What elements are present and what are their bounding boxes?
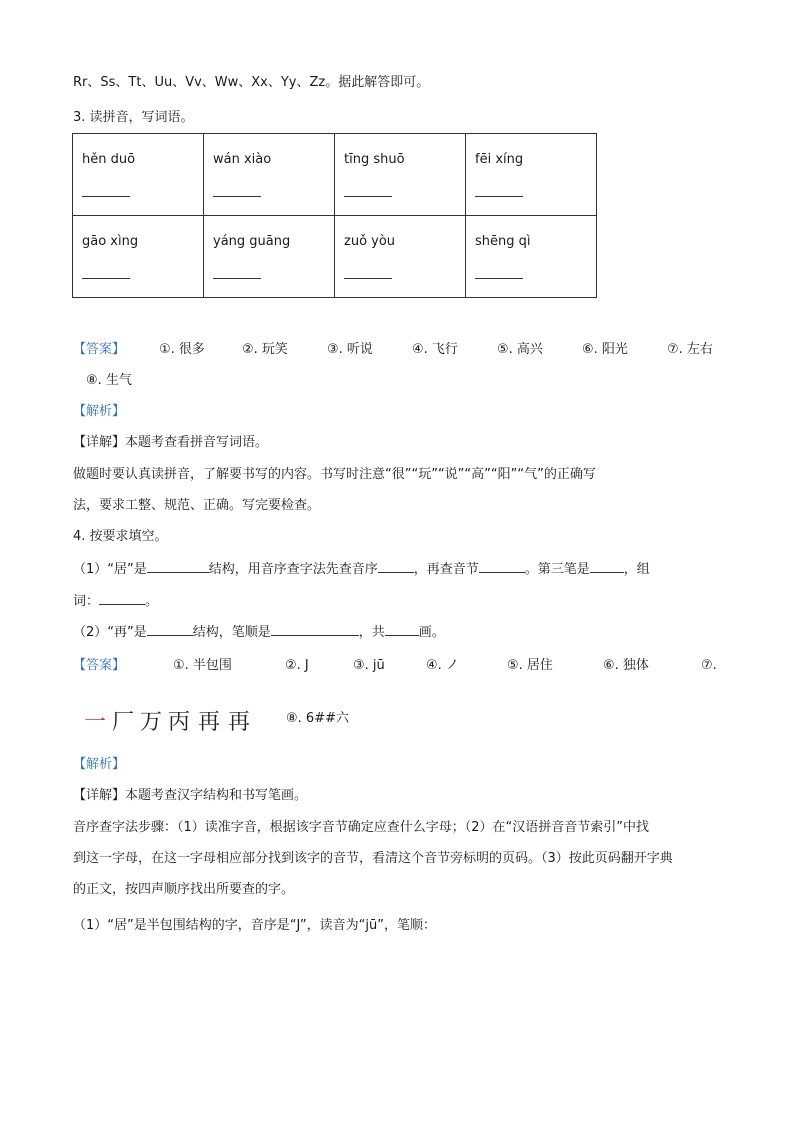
stroke-step: 再 [228,710,251,735]
answer-item: ⑤. 高兴 [497,342,543,357]
intro-line: Rr、Ss、Tt、Uu、Vv、Ww、Xx、Yy、Zz。据此解答即可。 [73,75,430,90]
pinyin-cell [204,216,335,298]
answer-item: ⑤. 居住 [507,658,553,673]
answer-blank [82,278,130,279]
analysis-paragraph: 法，要求工整、规范、正确。写完要检查。 [73,498,321,513]
answer-item: ③. 听说 [327,342,373,357]
answer-blank [475,196,523,197]
analysis-paragraph: 音序查字法步骤：（1）读准字音，根据该字音节确定应查什么字母；（2）在“汉语拼音音节索引”中找 [73,820,650,835]
answer-item: ②. 玩笑 [242,342,288,357]
fill-blank [99,590,145,605]
answer-item: ①. 半包围 [173,658,232,673]
stroke-step: 万 [140,710,163,735]
pinyin-text: tīng shuō [344,152,405,167]
pinyin-text: zuǒ yòu [344,234,396,249]
q4-text: ，组 [623,562,650,577]
pinyin-cell [73,134,204,216]
analysis-tag: 【解析】 [73,404,126,419]
answer-blank [344,278,392,279]
answer-tag: 【答案】 [73,342,126,357]
fill-blank [385,621,419,636]
analysis-detail: 【详解】本题考查看拼音写词语。 [73,435,269,450]
q4-answer-row [73,656,733,676]
answer-item: ②. J [285,658,309,673]
answer-item: ⑥. 阳光 [582,342,628,357]
pinyin-cell [466,216,597,298]
answer-item: ⑦. [701,658,717,673]
pinyin-cell [335,134,466,216]
q4-line-3 [73,621,445,643]
q4-line-1 [73,558,650,580]
answer-item: ①. 很多 [159,342,205,357]
stroke-step: 丙 [168,710,191,735]
fill-blank [147,621,193,636]
q4-text: ，共 [358,625,385,640]
pinyin-text: fēi xíng [475,152,524,167]
q4-text: 结构，笔顺是 [192,625,271,640]
analysis-tag: 【解析】 [73,757,126,772]
answer-item: ⑧. 6##六 [286,711,349,726]
stroke-step: 厂 [112,710,135,735]
answer-item: ③. jū [353,658,385,673]
stroke-step: 再 [198,710,221,735]
answer-blank [82,196,130,197]
answer-blank [475,278,523,279]
fill-blank [271,621,359,636]
pinyin-text: wán xiào [213,152,272,167]
q3-answer-row [73,340,733,360]
q4-text: 。 [145,594,159,609]
answer-item: ⑧. 生气 [86,373,132,388]
fill-blank [378,558,414,573]
analysis-paragraph: 到这一字母，在这一字母相应部分找到该字的音节，看清这个音节旁标明的页码。（3）按此页码翻开字典 [73,851,673,866]
answer-item: ⑦. 左右 [667,342,713,357]
q4-text: 词： [73,594,100,609]
pinyin-text: gāo xìng [82,234,139,249]
answer-blank [213,196,261,197]
q4-text: 。第三笔是 [524,562,590,577]
pinyin-cell [204,134,335,216]
pinyin-text: hěn duō [82,152,136,167]
q4-text: （2）“再”是 [73,625,147,640]
answer-blank [213,278,261,279]
q4-text: （1）“居”是 [73,562,147,577]
analysis-paragraph: 的正文，按四声顺序找出所要查的字。 [73,882,295,897]
answer-item: ⑥. 独体 [603,658,649,673]
pinyin-cell [335,216,466,298]
analysis-paragraph: （1）“居”是半包围结构的字，音序是“J”，读音为“jū”，笔顺： [73,918,436,933]
fill-blank [479,558,525,573]
answer-tag: 【答案】 [73,658,126,673]
pinyin-cell [466,134,597,216]
q4-title: 4. 按要求填空。 [73,529,168,544]
answer-item: ④. ノ [426,658,459,673]
pinyin-text: yáng guāng [213,234,291,249]
pinyin-cell [73,216,204,298]
q4-text: 结构，用音序查字法先查音序 [208,562,378,577]
fill-blank [590,558,624,573]
q4-text: ，再查音节 [413,562,479,577]
pinyin-table [72,133,597,298]
answer-blank [344,196,392,197]
analysis-detail: 【详解】本题考查汉字结构和书写笔画。 [73,788,308,803]
analysis-paragraph: 做题时要认真读拼音，了解要书写的内容。书写时注意“很”“玩”“说”“高”“阳”“气”的正确写 [73,467,596,482]
q4-line-2 [73,590,158,612]
fill-blank [147,558,209,573]
q3-title: 3. 读拼音，写词语。 [73,110,194,125]
stroke-step: 一 [84,710,107,735]
pinyin-text: shēng qì [475,234,531,249]
q4-text: 画。 [418,625,445,640]
answer-item: ④. 飞行 [412,342,458,357]
